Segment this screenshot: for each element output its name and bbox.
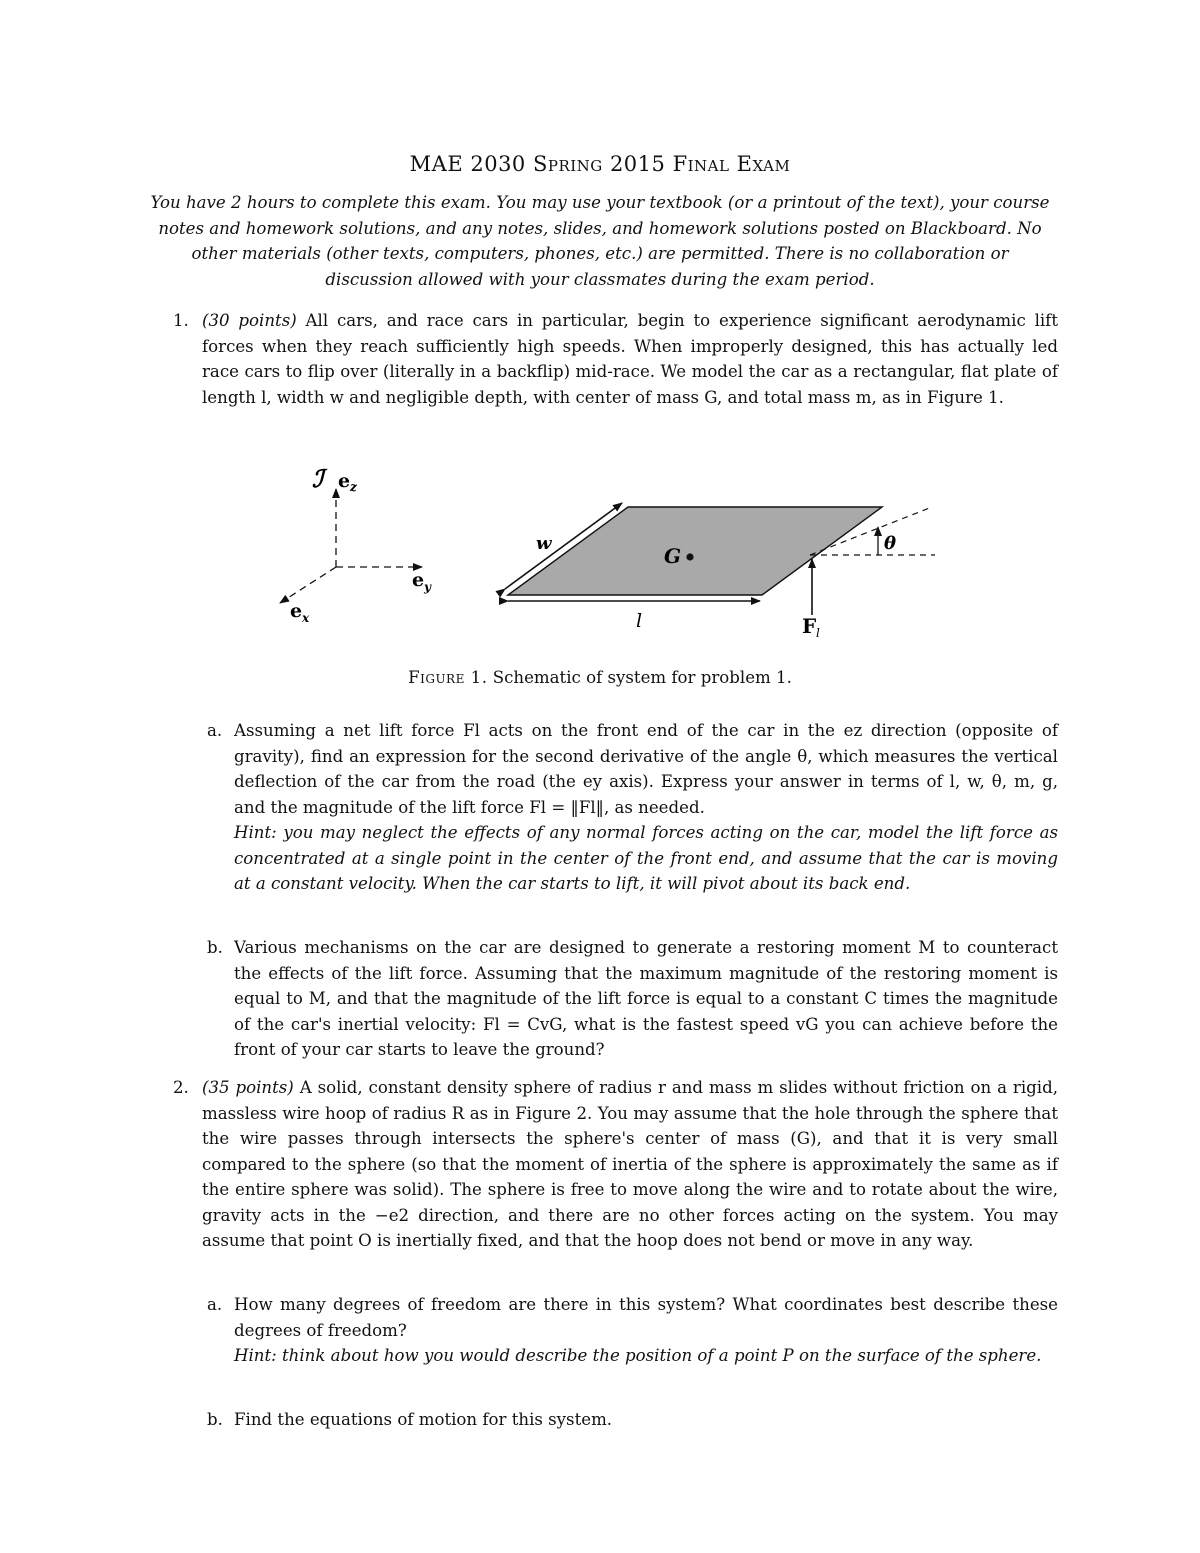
ex-axis — [280, 567, 336, 603]
problem-2-points: (35 points) — [202, 1078, 294, 1097]
plate-shape — [508, 507, 882, 595]
problem-1a-label: a. — [207, 721, 223, 740]
problem-2a-text: How many degrees of freedom are there in this system? What coordinates best describe these degrees of freedom? — [234, 1295, 1058, 1340]
figure-1 — [250, 455, 970, 650]
caption-label: Figure 1. — [408, 668, 488, 687]
problem-1-number: 1. — [173, 311, 189, 330]
problem-2-text: A solid, constant density sphere of radius r and mass m slides without friction on a rigid, massless wire hoop of radius R as in Figure 2. You may assume that the hole through the sphere that the wire passes through intersects the sphere's center of mass (G), and that it is very small compared to the sphere (so that the moment of inertia of the sphere is approximately the same as if the entire sphere was solid). The sphere is free to move along the wire and to rotate about the wire, gravity acts in the −e2 direction, and there are no other forces acting on the system. You may assume that point O is inertially fixed, and that the hoop does not bend or move in any way. — [202, 1078, 1058, 1250]
caption-text: Schematic of system for problem 1. — [492, 668, 792, 687]
problem-1-points: (30 points) — [202, 311, 297, 330]
lift-force — [802, 559, 820, 640]
figure-1-caption — [0, 668, 1200, 687]
problem-2a — [234, 1292, 1058, 1369]
problem-2a-hint: Hint: think about how you would describe the position of a point P on the surface of the sphere. — [234, 1346, 1042, 1365]
car-plate — [508, 507, 882, 595]
problem-1a — [234, 718, 1058, 897]
problem-2b-text: Find the equations of motion for this system. — [234, 1410, 613, 1429]
ey-subscript: y — [424, 580, 431, 594]
center-of-mass-label: G — [664, 544, 682, 568]
center-of-mass-dot — [686, 553, 693, 560]
problem-1b-label: b. — [207, 938, 223, 957]
problem-1b-text: Various mechanisms on the car are designed to generate a restoring moment M to counteract the effects of the lift force. Assuming that the maximum magnitude of the restoring moment is equal to M, and that the magnitude of the lift force is equal to a constant C times the magnitude of the car's inertial velocity: Fl = CvG, what is the fastest speed vG you can achieve before the front of your car starts to leave the ground? — [234, 938, 1058, 1059]
ex-subscript: x — [302, 611, 310, 625]
theta-label: θ — [884, 533, 897, 554]
ex-label: e — [290, 600, 303, 622]
problem-2-number: 2. — [173, 1078, 189, 1097]
problem-2a-label: a. — [207, 1295, 223, 1314]
width-label: w — [536, 533, 552, 554]
problem-1-statement — [202, 308, 1058, 410]
problem-2b-label: b. — [207, 1410, 223, 1429]
problem-1a-hint: Hint: you may neglect the effects of any normal forces acting on the car, model the lift force as concentrated at a single point in the center of the front end, and assume that the car is moving at a constant velocity. When the car starts to lift, it will pivot about its back end. — [234, 823, 1058, 893]
ez-subscript: z — [350, 480, 357, 494]
length-label: l — [636, 610, 643, 632]
problem-1a-text: Assuming a net lift force Fl acts on the front end of the car in the ez direction (opposite of gravity), find an expression for the second derivative of the angle θ, which measures the vertical deflection of the car from the road (the ey axis). Express your answer in terms of l, w, θ, m, g, and the magnitude of the lift force Fl = ‖Fl‖, as needed. — [234, 721, 1058, 817]
lift-force-label: F — [802, 614, 817, 638]
ez-label: e — [338, 470, 351, 492]
frame-label: ℐ — [312, 464, 324, 493]
ey-label: e — [412, 569, 425, 591]
exam-instructions: You have 2 hours to complete this exam. You may use your textbook (or a printout of the text), your course notes and homework solutions, and any notes, slides, and homework solutions posted on Blackboard. No other materials (other texts, computers, phones, etc.) are permitted. There is no collaboration or discussion allowed with your classmates during the exam period. — [150, 193, 1050, 289]
lift-force-subscript: l — [816, 626, 820, 640]
coordinate-frame — [280, 464, 432, 625]
exam-title: MAE 2030 Spring 2015 Final Exam — [409, 152, 791, 176]
problem-1-text: All cars, and race cars in particular, begin to experience significant aerodynamic lift forces when they reach sufficiently high speeds. When improperly designed, this has actually led race cars to flip over (literally in a backflip) mid-race. We model the car as a rectangular, flat plate of length l, width w and negligible depth, with center of mass G, and total mass m, as in Figure 1. — [202, 311, 1058, 407]
problem-2-statement — [202, 1075, 1058, 1254]
length-dimension — [508, 601, 760, 632]
